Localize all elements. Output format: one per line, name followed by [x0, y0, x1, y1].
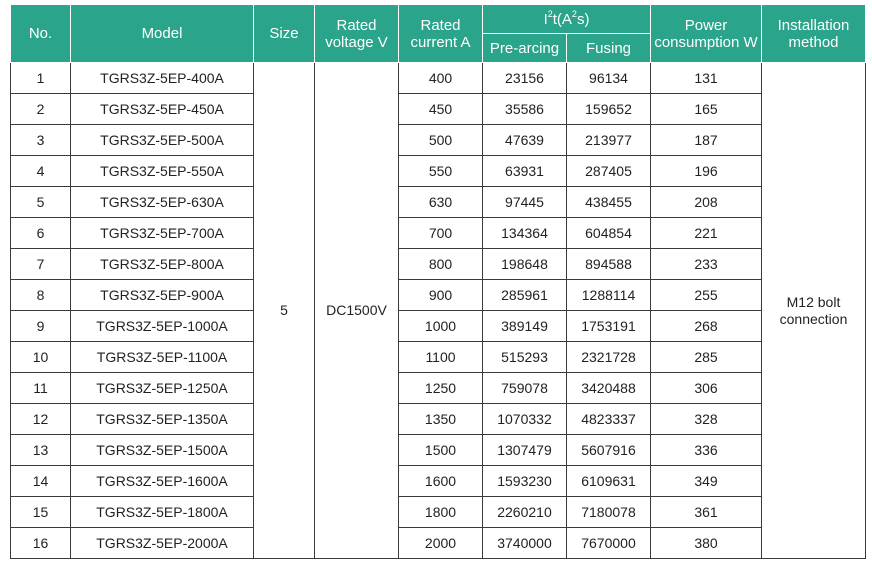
cell-fusing: 213977 [567, 125, 651, 156]
cell-model: TGRS3Z-5EP-630A [71, 187, 254, 218]
cell-model: TGRS3Z-5EP-1250A [71, 373, 254, 404]
cell-pre-arcing: 515293 [483, 342, 567, 373]
cell-no: 11 [11, 373, 71, 404]
cell-no: 6 [11, 218, 71, 249]
table-row [11, 373, 866, 404]
cell-power: 328 [651, 404, 762, 435]
cell-fusing: 1288114 [567, 280, 651, 311]
cell-model: TGRS3Z-5EP-450A [71, 94, 254, 125]
cell-model: TGRS3Z-5EP-800A [71, 249, 254, 280]
cell-pre-arcing: 47639 [483, 125, 567, 156]
cell-pre-arcing: 389149 [483, 311, 567, 342]
cell-model: TGRS3Z-5EP-700A [71, 218, 254, 249]
cell-model: TGRS3Z-5EP-900A [71, 280, 254, 311]
cell-model: TGRS3Z-5EP-550A [71, 156, 254, 187]
cell-pre-arcing: 3740000 [483, 528, 567, 559]
cell-pre-arcing: 63931 [483, 156, 567, 187]
fuse-spec-table [10, 4, 866, 559]
cell-fusing: 7180078 [567, 497, 651, 528]
cell-power: 221 [651, 218, 762, 249]
cell-pre-arcing: 35586 [483, 94, 567, 125]
cell-no: 12 [11, 404, 71, 435]
cell-rated-current: 500 [399, 125, 483, 156]
cell-fusing: 96134 [567, 63, 651, 94]
cell-no: 3 [11, 125, 71, 156]
cell-rated-current: 1100 [399, 342, 483, 373]
cell-power: 187 [651, 125, 762, 156]
cell-no: 7 [11, 249, 71, 280]
cell-fusing: 3420488 [567, 373, 651, 404]
cell-rated-current: 450 [399, 94, 483, 125]
cell-no: 15 [11, 497, 71, 528]
cell-power: 285 [651, 342, 762, 373]
table-row [11, 125, 866, 156]
cell-fusing: 7670000 [567, 528, 651, 559]
cell-fusing: 287405 [567, 156, 651, 187]
cell-model: TGRS3Z-5EP-1600A [71, 466, 254, 497]
cell-model: TGRS3Z-5EP-1000A [71, 311, 254, 342]
header-i2t [483, 5, 651, 34]
table-row [11, 280, 866, 311]
cell-no: 5 [11, 187, 71, 218]
cell-no: 2 [11, 94, 71, 125]
i2t-prefix: I [543, 10, 548, 28]
cell-power: 268 [651, 311, 762, 342]
cell-power: 349 [651, 466, 762, 497]
cell-no: 14 [11, 466, 71, 497]
cell-pre-arcing: 759078 [483, 373, 567, 404]
cell-power: 306 [651, 373, 762, 404]
header-fusing: Fusing [567, 34, 651, 63]
table-row [11, 311, 866, 342]
cell-rated-current: 900 [399, 280, 483, 311]
i2t-mid: t(A [552, 10, 572, 28]
table-row [11, 249, 866, 280]
cell-rated-current: 700 [399, 218, 483, 249]
table-row [11, 187, 866, 218]
cell-no: 4 [11, 156, 71, 187]
cell-power: 361 [651, 497, 762, 528]
cell-fusing: 5607916 [567, 435, 651, 466]
table-row [11, 497, 866, 528]
cell-rated-current: 1500 [399, 435, 483, 466]
header-power-consumption: Power consumption W [651, 5, 762, 63]
cell-pre-arcing: 97445 [483, 187, 567, 218]
cell-no: 9 [11, 311, 71, 342]
cell-power: 196 [651, 156, 762, 187]
cell-model: TGRS3Z-5EP-1500A [71, 435, 254, 466]
cell-fusing: 2321728 [567, 342, 651, 373]
i2t-sup2: 2 [571, 8, 577, 19]
cell-fusing: 1753191 [567, 311, 651, 342]
fuse-spec-table-container [10, 4, 866, 559]
cell-power: 208 [651, 187, 762, 218]
cell-fusing: 4823337 [567, 404, 651, 435]
cell-rated-current: 400 [399, 63, 483, 94]
table-row [11, 342, 866, 373]
cell-power: 336 [651, 435, 762, 466]
header-rated-voltage: Rated voltage V [315, 5, 399, 63]
cell-no: 16 [11, 528, 71, 559]
table-row [11, 528, 866, 559]
cell-rated-current: 800 [399, 249, 483, 280]
cell-rated-current: 2000 [399, 528, 483, 559]
cell-power: 131 [651, 63, 762, 94]
cell-power: 165 [651, 94, 762, 125]
table-row [11, 156, 866, 187]
header-installation-method: Installation method [762, 5, 866, 63]
cell-rated-current: 1600 [399, 466, 483, 497]
i2t-suffix: s) [576, 10, 590, 28]
cell-installation-merged: M12 bolt connection [762, 63, 866, 559]
cell-rated-current: 1800 [399, 497, 483, 528]
cell-pre-arcing: 285961 [483, 280, 567, 311]
header-no: No. [11, 5, 71, 63]
cell-model: TGRS3Z-5EP-400A [71, 63, 254, 94]
cell-size-merged: 5 [254, 63, 315, 559]
cell-power: 233 [651, 249, 762, 280]
table-row [11, 63, 866, 94]
cell-model: TGRS3Z-5EP-1800A [71, 497, 254, 528]
cell-fusing: 159652 [567, 94, 651, 125]
header-model: Model [71, 5, 254, 63]
cell-pre-arcing: 198648 [483, 249, 567, 280]
cell-model: TGRS3Z-5EP-1100A [71, 342, 254, 373]
table-row [11, 404, 866, 435]
cell-model: TGRS3Z-5EP-2000A [71, 528, 254, 559]
cell-rated-current: 550 [399, 156, 483, 187]
cell-power: 255 [651, 280, 762, 311]
table-header [11, 5, 866, 63]
cell-rated-current: 1000 [399, 311, 483, 342]
cell-voltage-merged: DC1500V [315, 63, 399, 559]
cell-no: 1 [11, 63, 71, 94]
cell-rated-current: 630 [399, 187, 483, 218]
cell-model: TGRS3Z-5EP-1350A [71, 404, 254, 435]
cell-pre-arcing: 134364 [483, 218, 567, 249]
cell-pre-arcing: 1070332 [483, 404, 567, 435]
cell-pre-arcing: 1307479 [483, 435, 567, 466]
table-body [11, 63, 866, 559]
cell-power: 380 [651, 528, 762, 559]
header-rated-current: Rated current A [399, 5, 483, 63]
table-row [11, 435, 866, 466]
cell-rated-current: 1250 [399, 373, 483, 404]
table-row [11, 466, 866, 497]
cell-fusing: 894588 [567, 249, 651, 280]
cell-no: 10 [11, 342, 71, 373]
cell-rated-current: 1350 [399, 404, 483, 435]
cell-pre-arcing: 23156 [483, 63, 567, 94]
table-row [11, 218, 866, 249]
header-pre-arcing: Pre-arcing [483, 34, 567, 63]
cell-model: TGRS3Z-5EP-500A [71, 125, 254, 156]
cell-fusing: 438455 [567, 187, 651, 218]
i2t-sup1: 2 [547, 8, 553, 19]
table-row [11, 94, 866, 125]
cell-pre-arcing: 2260210 [483, 497, 567, 528]
cell-fusing: 6109631 [567, 466, 651, 497]
cell-no: 8 [11, 280, 71, 311]
cell-fusing: 604854 [567, 218, 651, 249]
cell-no: 13 [11, 435, 71, 466]
cell-pre-arcing: 1593230 [483, 466, 567, 497]
header-size: Size [254, 5, 315, 63]
